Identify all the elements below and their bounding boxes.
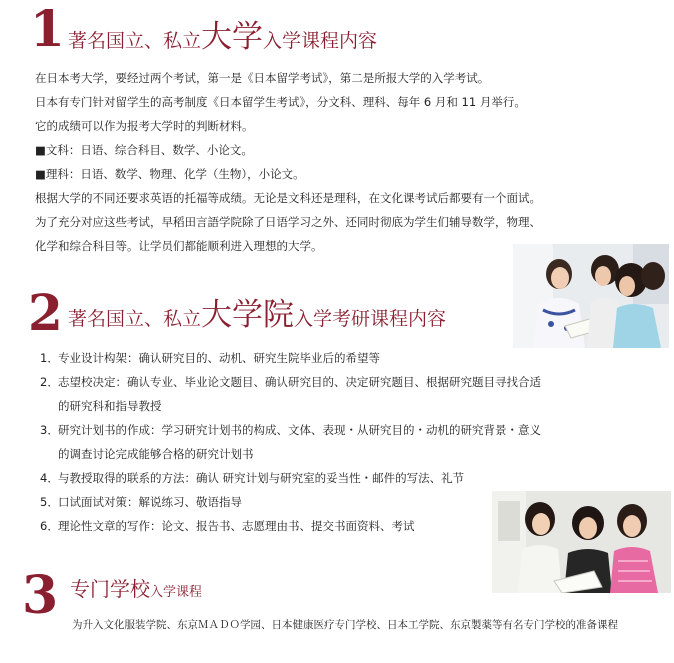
- title-1-suffix: 入学课程内容: [263, 30, 378, 52]
- paragraph-line: ■文科：日语、综合科目、数学、小论文。: [35, 143, 253, 157]
- photo-students-group: [492, 491, 671, 593]
- title-2-suffix: 入学考研课程内容: [294, 308, 447, 330]
- section-1-body: [35, 66, 541, 258]
- section-number-1: 1: [30, 0, 65, 58]
- list-item-text: 与教授取得的联系的方法：确认 研究计划与研究室的妥当性・邮件的写法、礼节: [58, 471, 465, 485]
- list-item-number: 5．: [40, 495, 59, 509]
- list-item-number: 4．: [40, 471, 59, 485]
- list-item-text: 研究计划书的作成：学习研究计划书的构成、文体、表现・从研究目的・动机的研究背景・意义: [58, 423, 541, 437]
- list-item: [40, 466, 541, 490]
- list-item-text: 口试面试对策：解说练习、敬语指导: [58, 495, 242, 509]
- title-2-emphasis: 大学院: [201, 297, 295, 333]
- paragraph-line: 为了充分对应这些考试，早稻田言語学院除了日语学习之外、还同时彻底为学生们辅导数学，物理、: [35, 215, 541, 229]
- paragraph-line: 它的成绩可以作为报考大学时的判断材料。: [35, 119, 254, 133]
- list-item-continuation: 的调查讨论完成能够合格的研究计划书: [58, 447, 254, 461]
- list-item-text: 专业设计构架：确认研究目的、动机、研究生院毕业后的希望等: [58, 351, 380, 365]
- title-2-prefix: 著名国立、私立: [68, 308, 202, 330]
- list-item: [40, 370, 541, 394]
- list-item-number: 2．: [40, 375, 59, 389]
- title-3-suffix: 入学课程: [150, 585, 203, 600]
- title-3-prefix: 专门学校: [70, 577, 150, 601]
- title-1-prefix: 著名国立、私立: [68, 30, 202, 52]
- list-item: [40, 346, 541, 370]
- paragraph-line: ■理科：日语、数学、物理、化学（生物），小论文。: [35, 167, 305, 181]
- paragraph-line: 日本有专门针对留学生的高考制度《日本留学生考试》，分文科、理科、每年 6 月和 11 月举行。: [35, 95, 526, 109]
- section-3-description: 为升入文化服装学院、东京ＭＡＤＯ学园、日本健康医疗专门学校、日本工学院、东京製薬等有名专门学校的准备课程: [72, 619, 618, 631]
- paragraph-line: 根据大学的不同还要求英语的托福等成绩。无论是文科还是理科，在文化课考试后都要有一个面试。: [35, 191, 541, 205]
- section-title-2: [68, 297, 447, 333]
- section-number-3: 3: [22, 565, 59, 626]
- list-item: [40, 514, 541, 538]
- section-2-list: [40, 346, 541, 538]
- section-title-3: [70, 579, 202, 599]
- list-item: [40, 490, 541, 514]
- list-item-number: 1．: [40, 351, 59, 365]
- list-item-number: 3．: [40, 423, 59, 437]
- list-item-number: 6．: [40, 519, 59, 533]
- list-item-continuation: 的研究科和指导教授: [58, 399, 162, 413]
- section-title-1: [68, 19, 378, 55]
- list-item: [40, 418, 541, 442]
- photo-teacher-with-students: [513, 244, 669, 348]
- list-item-text: 志望校决定：确认专业、毕业论文题目、确认研究目的、决定研究题目、根据研究题目寻找合适: [58, 375, 541, 389]
- paragraph-line: 在日本考大学，要经过两个考试，第一是《日本留学考试》，第二是所报大学的入学考试。: [35, 71, 490, 85]
- section-number-2: 2: [28, 283, 63, 342]
- title-1-emphasis: 大学: [201, 19, 264, 55]
- list-item-text: 理论性文章的写作：论文、报告书、志愿理由书、提交书面资料、考试: [58, 519, 415, 533]
- paragraph-line: 化学和综合科目等。让学员们都能顺利进入理想的大学。: [35, 239, 323, 253]
